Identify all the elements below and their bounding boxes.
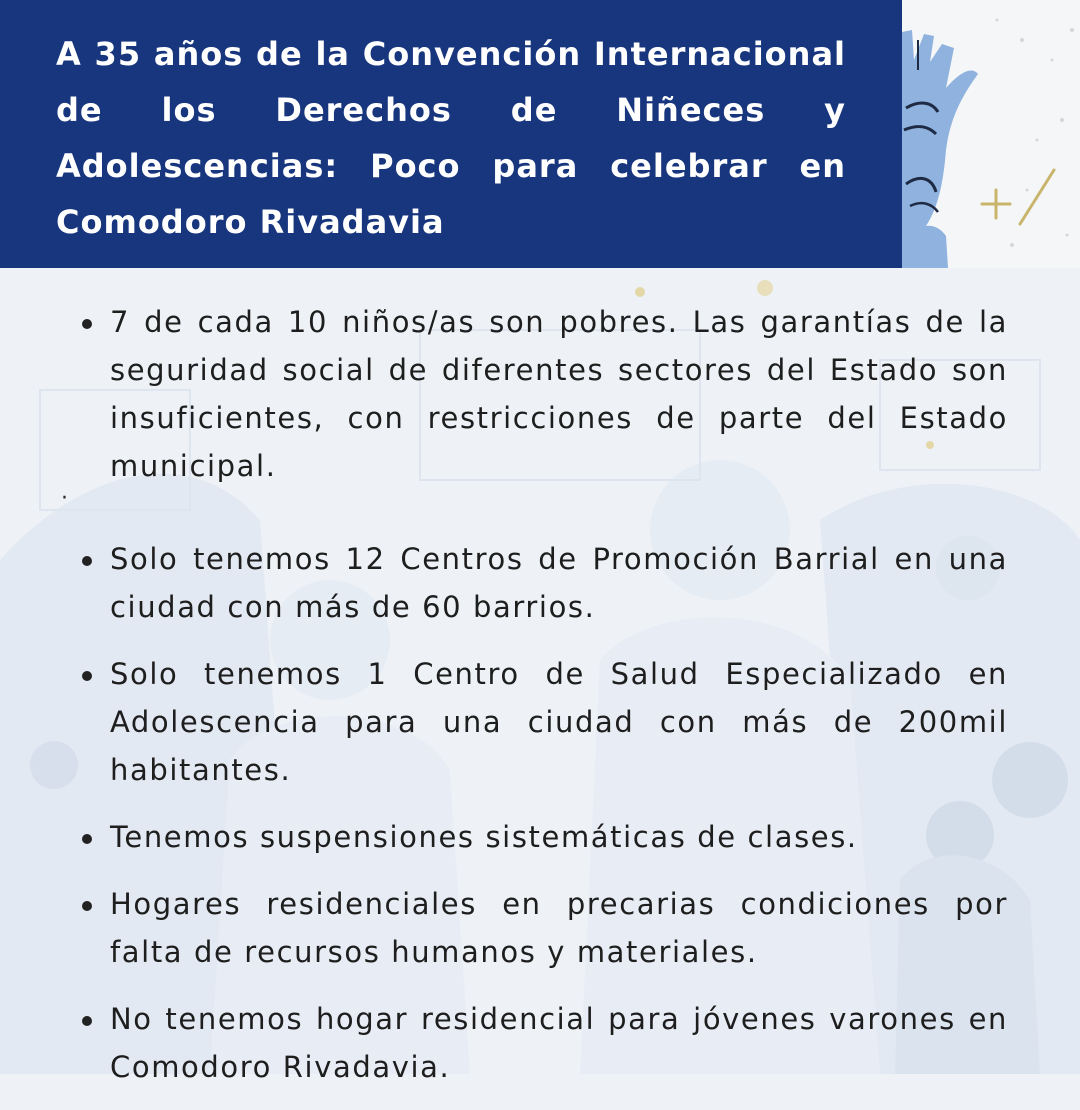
bullet-icon [82, 834, 92, 844]
plus-slash-icon [982, 170, 1054, 224]
bullet-icon [82, 1016, 92, 1026]
list-item-text: 7 de cada 10 niños/as son pobres. Las garantías de la seguridad social de diferentes sectores del Estado son insuficientes, con restricciones de parte del Estado municipal. [110, 305, 1008, 483]
list-item [78, 535, 1008, 631]
page-title: A 35 años de la Convención Internacional de los Derechos de Niñeces y Adolescencias: Poco para celebrar en Comodoro Rivadavia [56, 35, 846, 241]
list-item [78, 298, 1008, 490]
list-item [78, 995, 1008, 1091]
list-item [78, 880, 1008, 976]
list-item [78, 813, 1008, 861]
bullet-list-section [78, 298, 1008, 1110]
title-banner [0, 0, 902, 268]
bullet-icon [82, 671, 92, 681]
bullet-icon [82, 319, 92, 329]
list-item-text: No tenemos hogar residencial para jóvenes varones en Comodoro Rivadavia. [110, 1002, 1008, 1084]
list-item-text: Hogares residenciales en precarias condiciones por falta de recursos humanos y materiales. [110, 887, 1008, 969]
list-item [78, 650, 1008, 794]
stray-mark: · [61, 486, 68, 511]
list-item-text: Solo tenemos 12 Centros de Promoción Barrial en una ciudad con más de 60 barrios. [110, 542, 1008, 624]
corner-illustration [902, 0, 1080, 268]
list-item-text: Solo tenemos 1 Centro de Salud Especializado en Adolescencia para una ciudad con más de 200mil habitantes. [110, 657, 1008, 787]
bullet-icon [82, 901, 92, 911]
raised-hand-icon [902, 0, 1080, 268]
bullet-icon [82, 556, 92, 566]
list-item-text: Tenemos suspensiones sistemáticas de clases. [110, 820, 858, 854]
bullet-list [78, 298, 1008, 1091]
